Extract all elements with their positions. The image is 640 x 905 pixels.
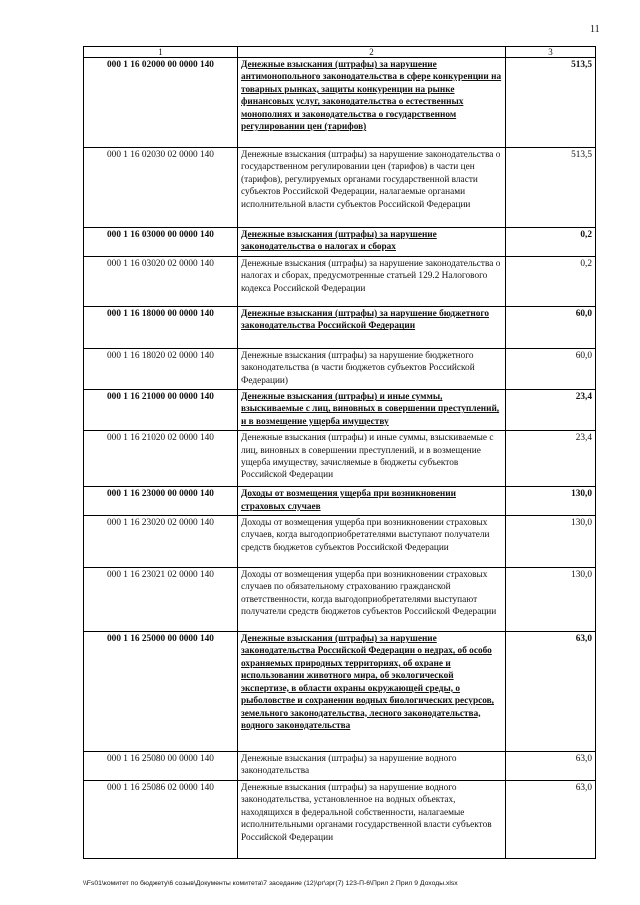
row-code: 000 1 16 21000 00 0000 140 [84,390,238,431]
row-name: Денежные взыскания (штрафы) за нарушение бюджетного законодательства (в части бюджетов субъектов Российской Федерации) [238,348,506,389]
table-row [84,632,596,752]
row-name: Денежные взыскания (штрафы) за нарушение законодательства Российской Федерации о недрах, об особо охраняемых природных территориях, об охране и использовании животного мира, об экологической экспертизе, в области охраны окружающей среды, о рыболовстве и сохранении водных биологических ресурсов, земельного законодательства, лесного законодательства, водного законодательства [238,632,506,752]
row-amount: 130,0 [506,487,596,516]
row-amount: 0,2 [506,256,596,306]
column-header-amount: 3 [506,47,596,58]
row-name: Денежные взыскания (штрафы) и иные суммы, взыскиваемые с лиц, виновных в совершении преступлений, и в возмещение ущерба имуществу, зачисляемые в бюджеты субъектов Российской Федерации [238,431,506,487]
row-code: 000 1 16 02030 02 0000 140 [84,148,238,228]
row-amount: 513,5 [506,58,596,148]
row-amount: 60,0 [506,306,596,348]
row-amount: 23,4 [506,431,596,487]
row-amount: 130,0 [506,568,596,632]
table-row [84,568,596,632]
row-name: Денежные взыскания (штрафы) за нарушение законодательства о налогах и сборах, предусмотренные статьей 129.2 Налогового кодекса Российской Федерации [238,256,506,306]
row-code: 000 1 16 23020 02 0000 140 [84,516,238,568]
row-name: Доходы от возмещения ущерба при возникновении страховых случаев, когда выгодоприобретателями выступают получатели средств бюджетов субъектов Российской Федерации [238,516,506,568]
table-row [84,306,596,348]
table-row [84,487,596,516]
row-code: 000 1 16 25080 00 0000 140 [84,752,238,781]
row-code: 000 1 16 23000 00 0000 140 [84,487,238,516]
column-header-name: 2 [238,47,506,58]
column-header-code: 1 [84,47,238,58]
revenue-table [83,46,596,859]
row-amount: 513,5 [506,148,596,228]
row-code: 000 1 16 03000 00 0000 140 [84,228,238,257]
row-name: Доходы от возмещения ущерба при возникновении страховых случаев [238,487,506,516]
row-name: Доходы от возмещения ущерба при возникновении страховых случаев по обязательному страхованию гражданской ответственности, когда выгодоприобретателями выступают получатели средств бюджетов субъектов Российской Федерации [238,568,506,632]
row-amount: 0,2 [506,228,596,257]
table-row [84,348,596,389]
row-code: 000 1 16 21020 02 0000 140 [84,431,238,487]
row-amount: 63,0 [506,632,596,752]
row-code: 000 1 16 23021 02 0000 140 [84,568,238,632]
table-row [84,148,596,228]
row-name: Денежные взыскания (штрафы) и иные суммы, взыскиваемые с лиц, виновных в совершении преступлений, и в возмещение ущерба имуществу [238,390,506,431]
table-row [84,752,596,781]
table-row [84,780,596,858]
row-name: Денежные взыскания (штрафы) за нарушение бюджетного законодательства Российской Федерации [238,306,506,348]
row-amount: 23,4 [506,390,596,431]
row-name: Денежные взыскания (штрафы) за нарушение водного законодательства, установленное на водных объектах, находящихся в федеральной собственности, налагаемые исполнительными органами государственной власти субъектов Российской Федерации [238,780,506,858]
page-number: 11 [590,24,600,35]
file-path-footer: \\Fs01\комитет по бюджету\6 созыв\Документы комитета\7 заседание (12)\рг\зрг(7) 123-П-6\Прил 2 Прил 9 Доходы.xlsx [83,880,458,887]
row-amount: 60,0 [506,348,596,389]
row-name: Денежные взыскания (штрафы) за нарушение законодательства о налогах и сборах [238,228,506,257]
table-row [84,390,596,431]
table-row [84,228,596,257]
row-code: 000 1 16 25000 00 0000 140 [84,632,238,752]
row-amount: 63,0 [506,780,596,858]
row-name: Денежные взыскания (штрафы) за нарушение законодательства о государственном регулировании цен (тарифов) в части цен (тарифов), регулируемых органами государственной власти субъектов Российской Федерации, налагаемые органами исполнительной власти субъектов Российской Федерации [238,148,506,228]
table-header-row [84,47,596,58]
table-row [84,256,596,306]
row-amount: 130,0 [506,516,596,568]
table-row [84,516,596,568]
table-row [84,431,596,487]
row-code: 000 1 16 25086 02 0000 140 [84,780,238,858]
row-name: Денежные взыскания (штрафы) за нарушение антимонопольного законодательства в сфере конкуренции на товарных рынках, защиты конкуренции на рынке финансовых услуг, законодательства о естественных монополиях и законодательства о государственном регулировании цен (тарифов) [238,58,506,148]
row-code: 000 1 16 03020 02 0000 140 [84,256,238,306]
row-name: Денежные взыскания (штрафы) за нарушение водного законодательства [238,752,506,781]
row-code: 000 1 16 02000 00 0000 140 [84,58,238,148]
row-code: 000 1 16 18000 00 0000 140 [84,306,238,348]
table-row [84,58,596,148]
row-code: 000 1 16 18020 02 0000 140 [84,348,238,389]
row-amount: 63,0 [506,752,596,781]
